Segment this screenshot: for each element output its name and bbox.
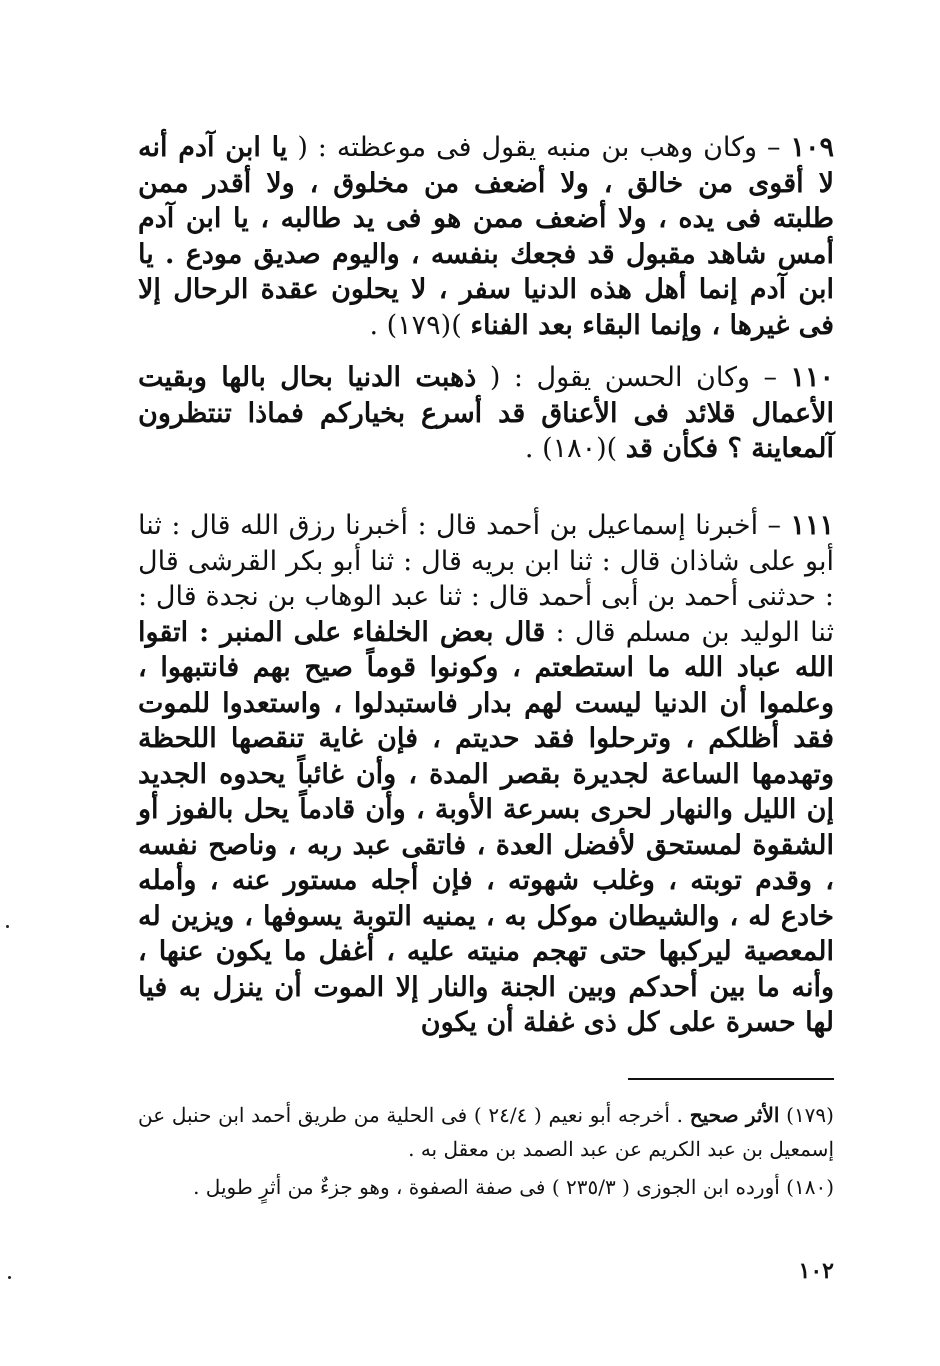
footnote-text: . أخرجه أبو نعيم ( ٢٤/٤ ) فى الحلية من طريق أحمد ابن حنبل عن إسمعيل بن عبد الكريم عن عبد الصمد بن معقل به . (138, 1103, 834, 1161)
paragraph-quote: قال بعض الخلفاء على المنبر : اتقوا الله عباد الله ما استطعتم ، وكونوا قوماً صيح بهم فانتبهوا ، وعلموا أن الدنيا ليست لهم بدار فاستبدلوا ، واستعدوا للموت فقد أظلكم ، وترحلوا فقد حديتم ، فإن غاية تنقصها اللحظة وتهدمها الساعة لجديرة بقصر المدة ، وأن غائباً يحدوه الجديد إن الليل والنهار لحرى بسرعة الأوبة ، وأن قادماً يحل بالفوز أو الشقوة لمستحق لأفضل العدة ، فاتقى عبد ربه ، وناصح نفسه ، وقدم توبته ، وغلب شهوته ، فإن أجله مستور عنه ، وأمله خادع له ، والشيطان موكل به ، يمنيه التوبة يسوفها ، ويزين له المعصية ليركبها حتى تهجم منيته عليه ، أغفل ما يكون عنها ، وأنه ما بين أحدكم وبين الجنة والنار إلا الموت أن ينزل به فيا لها حسرة على كل ذى غفلة أن يكون (138, 616, 834, 1038)
paragraph-quote: ذهبت الدنيا بحال بالها وبقيت الأعمال قلائد فى الأعناق قد أسرع بخياركم فماذا تنتظرون آلمعاينة ؟ فكأن قد (138, 362, 834, 464)
footnote-number: (١٧٩) (786, 1103, 834, 1127)
paragraph-intro: – وكان وهب بن منبه يقول فى موعظته : ( (287, 132, 791, 163)
paragraph-111 (138, 508, 834, 1041)
paragraph-quote: يا ابن آدم أنه لا أقوى من خالق ، ولا أضعف من مخلوق ، ولا أقدر ممن طلبته فى يده ، ولا أضعف ممن هو فى يد طالبه ، يا ابن آدم أمس شاهد مقبول قد فجعك بنفسه ، واليوم صديق مودع . يا ابن آدم إنما أهل هذه الدنيا سفر ، لا يحلون عقدة الرحال إلا فى غيرها ، وإنما البقاء بعد الفناء (138, 132, 834, 341)
footnote-ref: )(١٨٠) . (524, 433, 626, 464)
footnote-179 (138, 1098, 834, 1166)
paragraph-number: ١٠٩ (790, 132, 834, 163)
footnote-number: (١٨٠) (786, 1175, 834, 1199)
scan-speck (6, 925, 9, 928)
scan-speck (8, 1276, 11, 1279)
paragraph-intro: – وكان الحسن يقول : ( (476, 362, 791, 393)
paragraph-isnad: – أخبرنا إسماعيل بن أحمد قال : أخبرنا رزق الله قال : ثنا أبو على شاذان قال : ثنا ابن بريه قال : ثنا أبو بكر القرشى قال : حدثنى أحمد بن أبى أحمد قال : ثنا عبد الوهاب بن نجدة قال : ثنا الوليد بن مسلم قال : (138, 510, 835, 648)
paragraph-110 (138, 360, 834, 467)
paragraph-number: ١١١ (790, 510, 834, 541)
footnote-180 (138, 1170, 834, 1204)
footnote-text: أورده ابن الجوزى ( ٢٣٥/٣ ) فى صفة الصفوة ، وهو جزءٌ من أثرٍ طويل . (193, 1175, 787, 1199)
footnote-grade: الأثر صحيح (689, 1103, 780, 1127)
paragraph-109 (138, 130, 834, 343)
footnote-divider (628, 1078, 834, 1080)
page-number: ١٠٢ (798, 1258, 834, 1284)
paragraph-number: ١١٠ (790, 362, 834, 393)
footnote-ref: )(١٧٩) . (369, 309, 471, 341)
